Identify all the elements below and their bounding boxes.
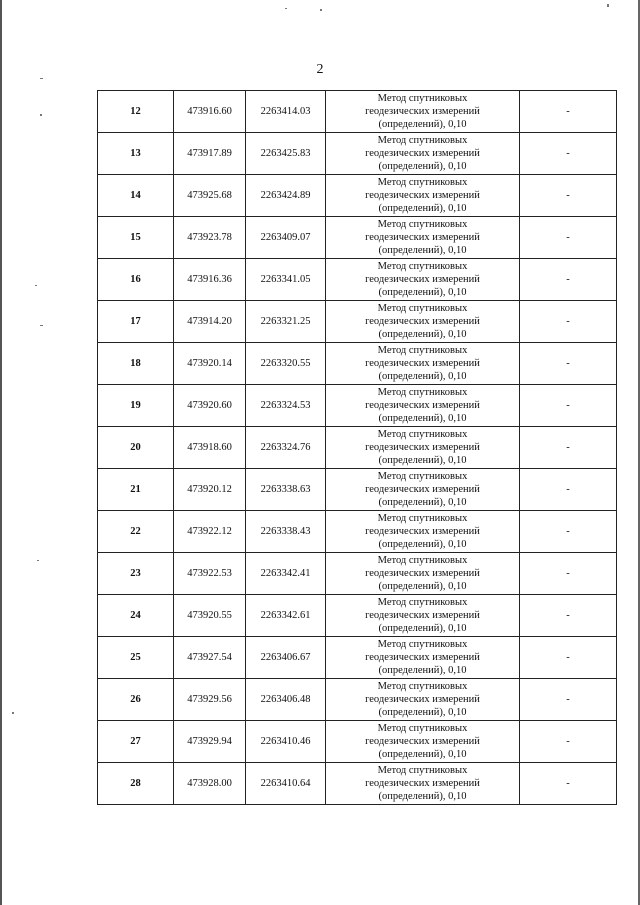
method-line: (определений), 0,10 <box>378 707 467 718</box>
note-cell: - <box>520 259 617 301</box>
y-coordinate-cell: 2263324.76 <box>246 427 326 469</box>
note-cell: - <box>520 763 617 805</box>
method-line: (определений), 0,10 <box>378 203 467 214</box>
method-line: Метод спутниковых <box>377 303 468 314</box>
note-cell: - <box>520 637 617 679</box>
note-cell: - <box>520 511 617 553</box>
x-coordinate-cell: 473918.60 <box>174 427 246 469</box>
method-line: (определений), 0,10 <box>378 623 467 634</box>
point-number-cell: 13 <box>98 133 174 175</box>
method-line: (определений), 0,10 <box>378 329 467 340</box>
scan-edge-left <box>0 0 2 905</box>
y-coordinate-cell: 2263410.64 <box>246 763 326 805</box>
note-cell: - <box>520 343 617 385</box>
y-coordinate-cell: 2263321.25 <box>246 301 326 343</box>
x-coordinate-cell: 473929.94 <box>174 721 246 763</box>
scan-speck <box>37 560 39 561</box>
y-coordinate-cell: 2263425.83 <box>246 133 326 175</box>
method-cell <box>326 91 520 133</box>
point-number-cell: 27 <box>98 721 174 763</box>
point-number-cell: 15 <box>98 217 174 259</box>
note-cell: - <box>520 595 617 637</box>
point-number-cell: 25 <box>98 637 174 679</box>
method-line: (определений), 0,10 <box>378 791 467 802</box>
table-row <box>98 637 617 679</box>
x-coordinate-cell: 473928.00 <box>174 763 246 805</box>
method-cell <box>326 637 520 679</box>
point-number-cell: 28 <box>98 763 174 805</box>
method-line: Метод спутниковых <box>377 177 468 188</box>
table-row <box>98 259 617 301</box>
y-coordinate-cell: 2263342.61 <box>246 595 326 637</box>
y-coordinate-cell: 2263409.07 <box>246 217 326 259</box>
method-line: Метод спутниковых <box>377 513 468 524</box>
y-coordinate-cell: 2263320.55 <box>246 343 326 385</box>
method-line: Метод спутниковых <box>377 471 468 482</box>
method-line: геодезических измерений <box>365 778 480 789</box>
method-cell <box>326 259 520 301</box>
method-cell <box>326 469 520 511</box>
point-number-cell: 14 <box>98 175 174 217</box>
coordinates-table <box>97 90 617 805</box>
x-coordinate-cell: 473923.78 <box>174 217 246 259</box>
scan-speck <box>12 712 14 714</box>
method-line: геодезических измерений <box>365 148 480 159</box>
note-cell: - <box>520 553 617 595</box>
table-row <box>98 511 617 553</box>
x-coordinate-cell: 473925.68 <box>174 175 246 217</box>
point-number-cell: 21 <box>98 469 174 511</box>
x-coordinate-cell: 473914.20 <box>174 301 246 343</box>
y-coordinate-cell: 2263424.89 <box>246 175 326 217</box>
method-line: геодезических измерений <box>365 694 480 705</box>
method-line: Метод спутниковых <box>377 345 468 356</box>
table-row <box>98 175 617 217</box>
table-row <box>98 217 617 259</box>
point-number-cell: 19 <box>98 385 174 427</box>
method-line: (определений), 0,10 <box>378 749 467 760</box>
method-line: геодезических измерений <box>365 400 480 411</box>
method-cell <box>326 679 520 721</box>
method-line: Метод спутниковых <box>377 219 468 230</box>
table-row <box>98 133 617 175</box>
table-row <box>98 469 617 511</box>
method-cell <box>326 133 520 175</box>
note-cell: - <box>520 133 617 175</box>
method-line: геодезических измерений <box>365 106 480 117</box>
method-line: (определений), 0,10 <box>378 371 467 382</box>
method-cell <box>326 385 520 427</box>
method-line: Метод спутниковых <box>377 723 468 734</box>
note-cell: - <box>520 385 617 427</box>
method-line: Метод спутниковых <box>377 93 468 104</box>
method-line: (определений), 0,10 <box>378 581 467 592</box>
scan-speck <box>320 9 322 11</box>
method-line: (определений), 0,10 <box>378 287 467 298</box>
x-coordinate-cell: 473920.14 <box>174 343 246 385</box>
method-line: геодезических измерений <box>365 274 480 285</box>
method-cell <box>326 721 520 763</box>
scan-speck <box>40 78 43 79</box>
method-line: геодезических измерений <box>365 526 480 537</box>
method-line: геодезических измерений <box>365 442 480 453</box>
point-number-cell: 22 <box>98 511 174 553</box>
method-line: (определений), 0,10 <box>378 161 467 172</box>
note-cell: - <box>520 301 617 343</box>
method-line: Метод спутниковых <box>377 261 468 272</box>
method-cell <box>326 217 520 259</box>
method-cell <box>326 427 520 469</box>
scan-speck <box>40 114 42 116</box>
y-coordinate-cell: 2263342.41 <box>246 553 326 595</box>
method-line: Метод спутниковых <box>377 639 468 650</box>
point-number-cell: 18 <box>98 343 174 385</box>
y-coordinate-cell: 2263338.43 <box>246 511 326 553</box>
method-line: Метод спутниковых <box>377 681 468 692</box>
table-row <box>98 91 617 133</box>
x-coordinate-cell: 473916.36 <box>174 259 246 301</box>
x-coordinate-cell: 473922.53 <box>174 553 246 595</box>
method-line: (определений), 0,10 <box>378 455 467 466</box>
method-line: геодезических измерений <box>365 358 480 369</box>
point-number-cell: 26 <box>98 679 174 721</box>
method-line: Метод спутниковых <box>377 765 468 776</box>
method-line: Метод спутниковых <box>377 135 468 146</box>
table-row <box>98 301 617 343</box>
point-number-cell: 24 <box>98 595 174 637</box>
note-cell: - <box>520 427 617 469</box>
method-cell <box>326 511 520 553</box>
y-coordinate-cell: 2263406.67 <box>246 637 326 679</box>
table-row <box>98 679 617 721</box>
method-line: геодезических измерений <box>365 190 480 201</box>
y-coordinate-cell: 2263414.03 <box>246 91 326 133</box>
table-row <box>98 343 617 385</box>
point-number-cell: 17 <box>98 301 174 343</box>
table-row <box>98 721 617 763</box>
method-cell <box>326 343 520 385</box>
method-line: (определений), 0,10 <box>378 539 467 550</box>
y-coordinate-cell: 2263341.05 <box>246 259 326 301</box>
y-coordinate-cell: 2263406.48 <box>246 679 326 721</box>
note-cell: - <box>520 91 617 133</box>
note-cell: - <box>520 679 617 721</box>
x-coordinate-cell: 473920.55 <box>174 595 246 637</box>
scan-speck <box>35 285 37 286</box>
method-line: геодезических измерений <box>365 736 480 747</box>
method-cell <box>326 553 520 595</box>
point-number-cell: 16 <box>98 259 174 301</box>
method-cell <box>326 175 520 217</box>
note-cell: - <box>520 469 617 511</box>
method-line: (определений), 0,10 <box>378 665 467 676</box>
method-cell <box>326 301 520 343</box>
method-line: геодезических измерений <box>365 232 480 243</box>
method-line: геодезических измерений <box>365 484 480 495</box>
method-line: (определений), 0,10 <box>378 413 467 424</box>
scan-speck <box>285 8 287 9</box>
x-coordinate-cell: 473916.60 <box>174 91 246 133</box>
table-row <box>98 595 617 637</box>
table-row <box>98 763 617 805</box>
x-coordinate-cell: 473922.12 <box>174 511 246 553</box>
point-number-cell: 12 <box>98 91 174 133</box>
scan-speck <box>607 4 609 7</box>
point-number-cell: 23 <box>98 553 174 595</box>
note-cell: - <box>520 721 617 763</box>
method-cell <box>326 763 520 805</box>
method-line: (определений), 0,10 <box>378 245 467 256</box>
y-coordinate-cell: 2263324.53 <box>246 385 326 427</box>
method-line: геодезических измерений <box>365 568 480 579</box>
method-line: (определений), 0,10 <box>378 119 467 130</box>
method-cell <box>326 595 520 637</box>
x-coordinate-cell: 473920.60 <box>174 385 246 427</box>
method-line: Метод спутниковых <box>377 387 468 398</box>
method-line: (определений), 0,10 <box>378 497 467 508</box>
method-line: геодезических измерений <box>365 316 480 327</box>
table-row <box>98 427 617 469</box>
x-coordinate-cell: 473917.89 <box>174 133 246 175</box>
x-coordinate-cell: 473929.56 <box>174 679 246 721</box>
note-cell: - <box>520 175 617 217</box>
coordinates-table-body <box>98 91 617 805</box>
x-coordinate-cell: 473920.12 <box>174 469 246 511</box>
table-row <box>98 553 617 595</box>
y-coordinate-cell: 2263338.63 <box>246 469 326 511</box>
method-line: Метод спутниковых <box>377 597 468 608</box>
note-cell: - <box>520 217 617 259</box>
scan-speck <box>40 325 43 326</box>
method-line: Метод спутниковых <box>377 555 468 566</box>
point-number-cell: 20 <box>98 427 174 469</box>
y-coordinate-cell: 2263410.46 <box>246 721 326 763</box>
method-line: геодезических измерений <box>365 610 480 621</box>
table-row <box>98 385 617 427</box>
x-coordinate-cell: 473927.54 <box>174 637 246 679</box>
page-number: 2 <box>316 62 324 77</box>
method-line: геодезических измерений <box>365 652 480 663</box>
method-line: Метод спутниковых <box>377 429 468 440</box>
